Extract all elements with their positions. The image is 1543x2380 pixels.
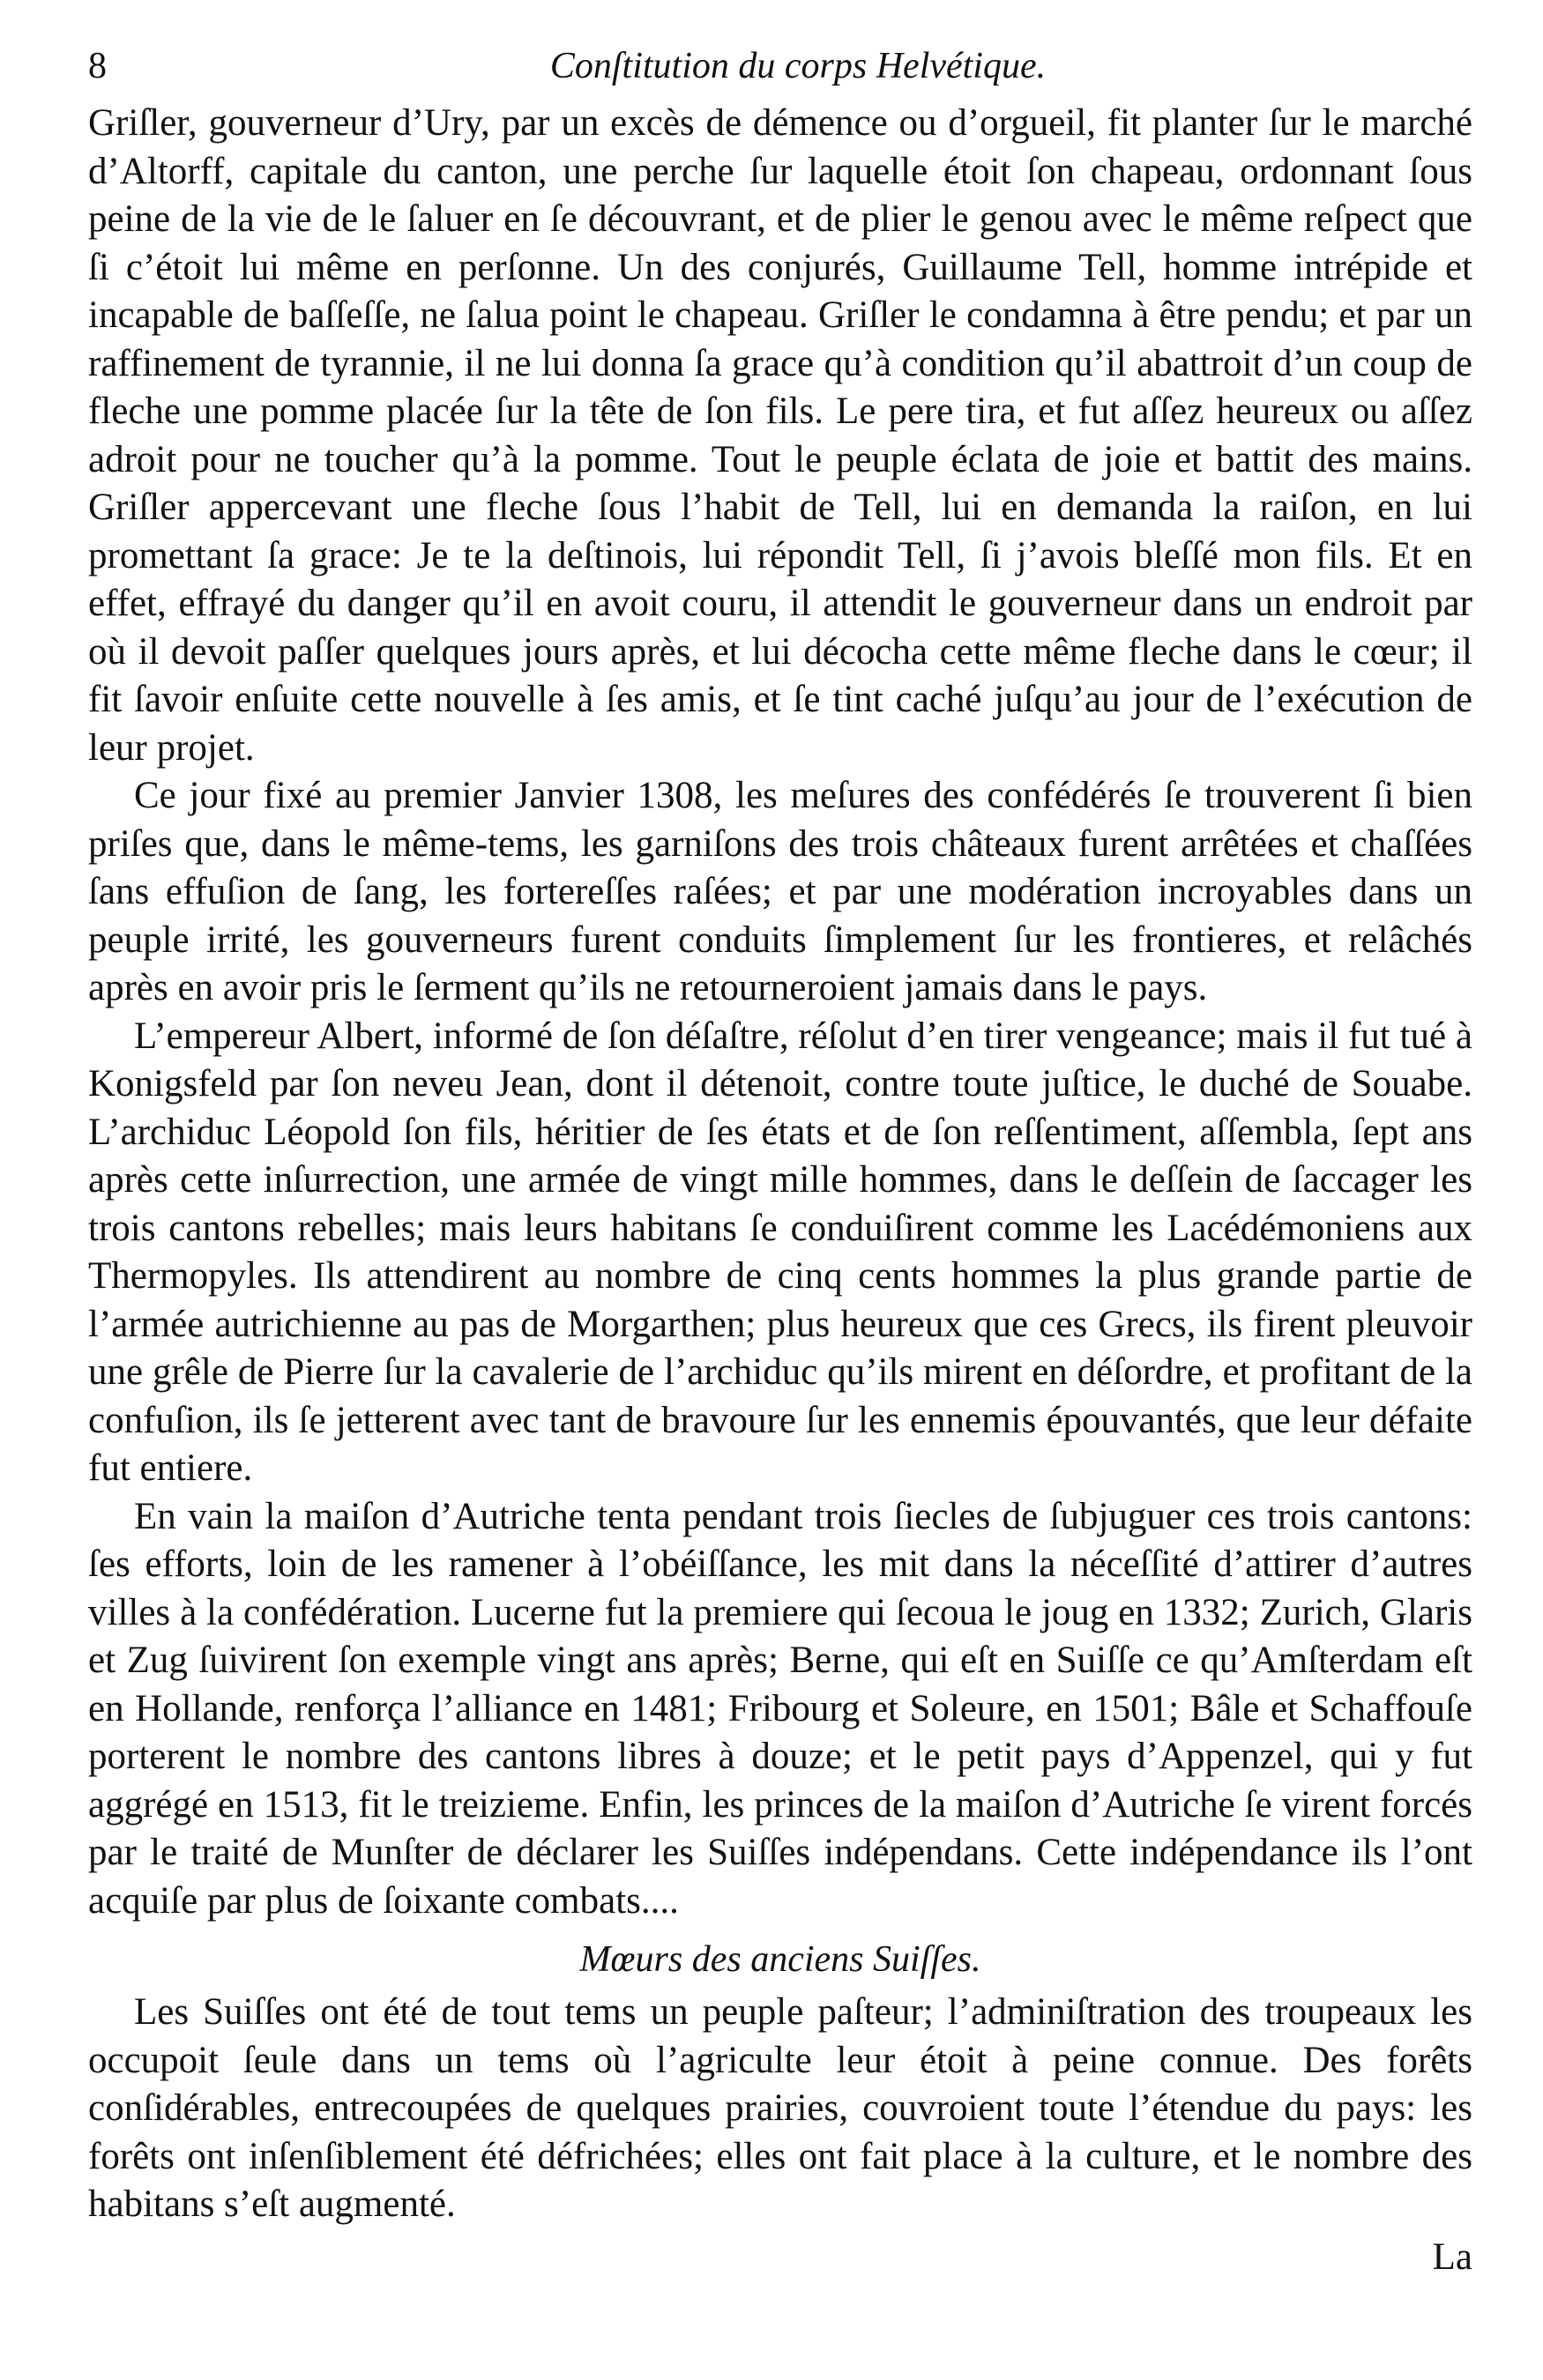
paragraph-maison-autriche: En vain la maiſon d’Autriche tenta pendant trois ſiecles de ſubjuguer ces trois cantons: ſes efforts, loin de les ramener à l’obéiſſance, les mit dans la néceſſité d’attirer d’autres villes à la confédération. Lucerne fut la premiere qui ſecoua le joug en 1332; Zurich, Glaris et Zug ſuivirent ſon exemple vingt ans après; Berne, qui eſt en Suiſſe ce qu’Amſterdam eſt en Hollande, renforça l’alliance en 1481; Fribourg et Soleure, en 1501; Bâle et Schaffouſe porterent le nombre des cantons libres à douze; et le petit pays d’Appenzel, qui y fut aggrégé en 1513, fit le treizieme. Enfin, les princes de la maiſon d’Autriche ſe virent forcés par le traité de Munſter de déclarer les Suiſſes indépendans. Cette indépendance ils l’ont acquiſe par plus de ſoixante combats.... xyxy=(88,1495,1472,1922)
paragraph-janvier-1308: Ce jour fixé au premier Janvier 1308, les meſures des confédérés ſe trouverent ſi bien priſes que, dans le même-tems, les garniſons des trois châteaux furent arrêtées et chaſſées ſans effuſion de ſang, les fortereſſes raſées; et par une modération incroyables dans un peuple irrité, les gouverneurs furent conduits ſimplement ſur les frontieres, et relâchés après en avoir pris le ſerment qu’ils ne retourneroient jamais dans le pays. xyxy=(88,775,1472,1008)
body-text xyxy=(88,100,1472,2229)
catchword: La xyxy=(1432,2235,1472,2278)
paragraph-empereur-albert: L’empereur Albert, informé de ſon déſaſtre, réſolut d’en tirer vengeance; mais il fut tué à Konigsfeld par ſon neveu Jean, dont il détenoit, contre toute juſtice, le duché de Souabe. L’archiduc Léopold ſon fils, héritier de ſes états et de ſon reſſentiment, aſſembla, ſept ans après cette inſurrection, une armée de vingt mille hommes, dans le deſſein de ſaccager les trois cantons rebelles; mais leurs habitans ſe conduiſirent comme les Lacédémoniens aux Thermopyles. Ils attendirent au nombre de cinq cents hommes la plus grande partie de l’armée autrichienne au pas de Morgarthen; plus heureux que ces Grecs, ils firent pleuvoir une grêle de Pierre ſur la cavalerie de l’archiduc qu’ils mirent en déſordre, et profitant de la confuſion, ils ſe jetterent avec tant de bravoure ſur les ennemis épouvantés, que leur défaite fut entiere. xyxy=(88,1015,1472,1489)
paragraph-moeurs: Les Suiſſes ont été de tout tems un peuple paſteur; l’adminiſtration des troupeaux les occupoit ſeule dans un tems où l’agriculte leur étoit à peine connue. Des forêts conſidérables, entrecoupées de quelques prairies, couvroient toute l’étendue du pays: les forêts ont inſenſiblement été défrichées; elles ont fait place à la culture, et le nombre des habitans s’eſt augmenté. xyxy=(88,1991,1472,2225)
paragraph-griesler: Griſler, gouverneur d’Ury, par un excès de démence ou d’orgueil, fit planter ſur le marché d’Altorff, capitale du canton, une perche ſur laquelle étoit ſon chapeau, ordonnant ſous peine de la vie de le ſaluer en ſe découvrant, et de plier le genou avec le même reſpect que ſi c’étoit lui même en perſonne. Un des conjurés, Guillaume Tell, homme intrépide et incapable de baſſeſſe, ne ſalua point le chapeau. Griſler le condamna à être pendu; et par un raffinement de tyrannie, il ne lui donna ſa grace qu’à condition qu’il abattroit d’un coup de fleche une pomme placée ſur la tête de ſon fils. Le pere tira, et fut aſſez heureux ou aſſez adroit pour ne toucher qu’à la pomme. Tout le peuple éclata de joie et battit des mains. Griſler appercevant une fleche ſous l’habit de Tell, lui en demanda la raiſon, en lui promettant ſa grace: Je te la deſtinois, lui répondit Tell, ſi j’avois bleſſé mon fils. Et en effet, effrayé du danger qu’il en avoit couru, il attendit le gouverneur dans un endroit par où il devoit paſſer quelques jours après, et lui décocha cette même fleche dans le cœur; il fit ſavoir enſuite cette nouvelle à ſes amis, et ſe tint caché juſqu’au jour de l’exécution de leur projet. xyxy=(88,102,1472,769)
running-title: Conſtitution du corps Helvétique. xyxy=(549,46,1047,86)
page-header xyxy=(88,40,1472,93)
page-number: 8 xyxy=(88,46,107,86)
section-title: Mœurs des anciens Suiſſes. xyxy=(579,1939,981,1980)
